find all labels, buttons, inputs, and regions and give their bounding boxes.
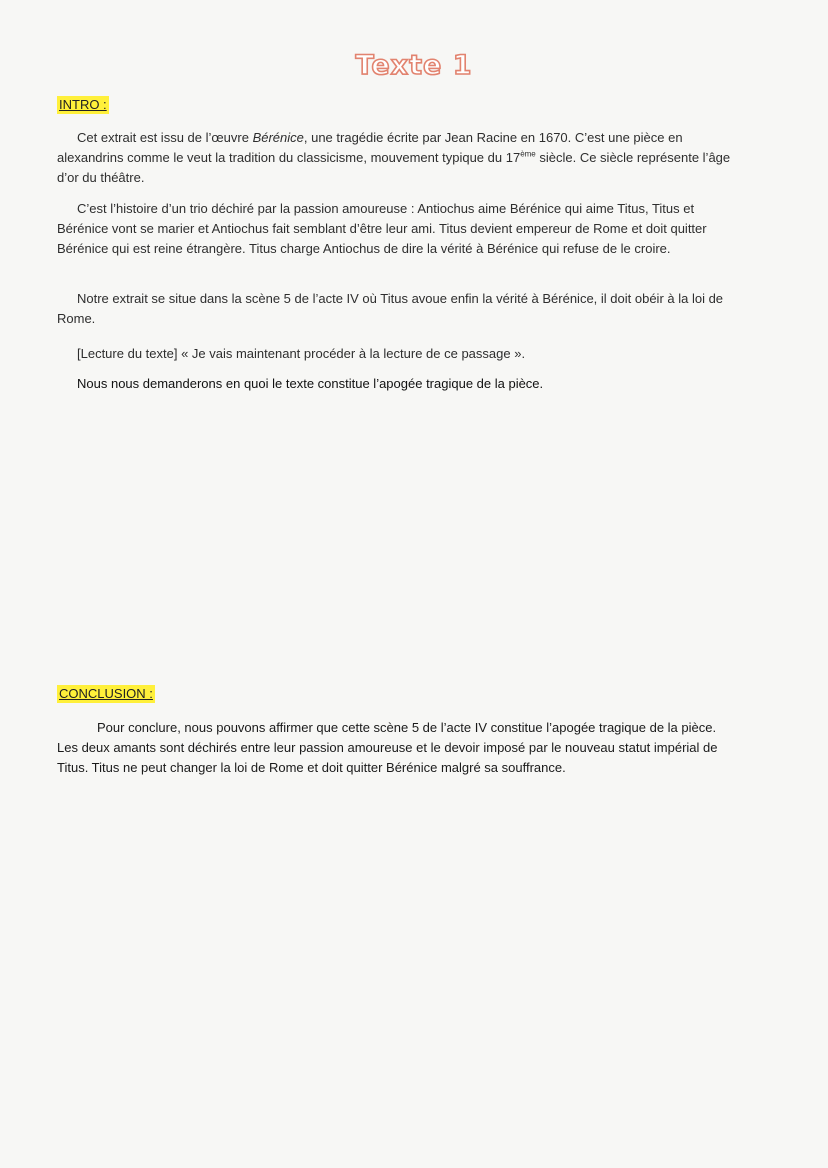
conclusion-heading: CONCLUSION : xyxy=(59,686,153,701)
intro-p1-text-b: , une tragédie écrite par Jean Racine en 1670. C’est une pièce en alexandrins comme le veut la tradition du classicisme, mouvement typique du 17 xyxy=(57,130,683,165)
intro-heading: INTRO : xyxy=(59,97,107,112)
intro-p1-text-a: Cet extrait est issu de l’œuvre xyxy=(77,130,253,145)
page-title: Texte 1 xyxy=(355,50,473,81)
conclusion-paragraph: Pour conclure, nous pouvons affirmer que cette scène 5 de l’acte IV constitue l’apogée tragique de la pièce. Les deux amants sont déchirés entre leur passion amoureuse et le devoir imposé par le nouveau statut impérial de Titus. Titus ne peut changer la loi de Rome et doit quitter Bérénice malgré sa souffrance. xyxy=(57,720,718,775)
work-title: Bérénice xyxy=(252,130,304,145)
intro-paragraph-1 xyxy=(57,128,737,188)
intro-problematic: Nous nous demanderons en quoi le texte constitue l’apogée tragique de la pièce. xyxy=(77,376,544,391)
ordinal-suffix: ème xyxy=(520,149,536,159)
intro-reading-note: [Lecture du texte] « Je vais maintenant procéder à la lecture de ce passage ». xyxy=(77,346,526,361)
intro-p1-text-c: siècle. Ce siècle représente l’âge d’or du théâtre. xyxy=(57,150,731,185)
intro-paragraph-2: C’est l’histoire d’un trio déchiré par la passion amoureuse : Antiochus aime Bérénice qui aime Titus, Titus et Bérénice vont se marier et Antiochus fait semblant d’être leur ami. Titus devient empereur de Rome et doit quitter Bérénice qui est reine étrangère. Titus charge Antiochus de dire la vérité à Bérénice qui refuse de le croire. xyxy=(57,201,707,256)
intro-paragraph-3: Notre extrait se situe dans la scène 5 de l’acte IV où Titus avoue enfin la vérité à Bérénice, il doit obéir à la loi de Rome. xyxy=(57,291,724,326)
